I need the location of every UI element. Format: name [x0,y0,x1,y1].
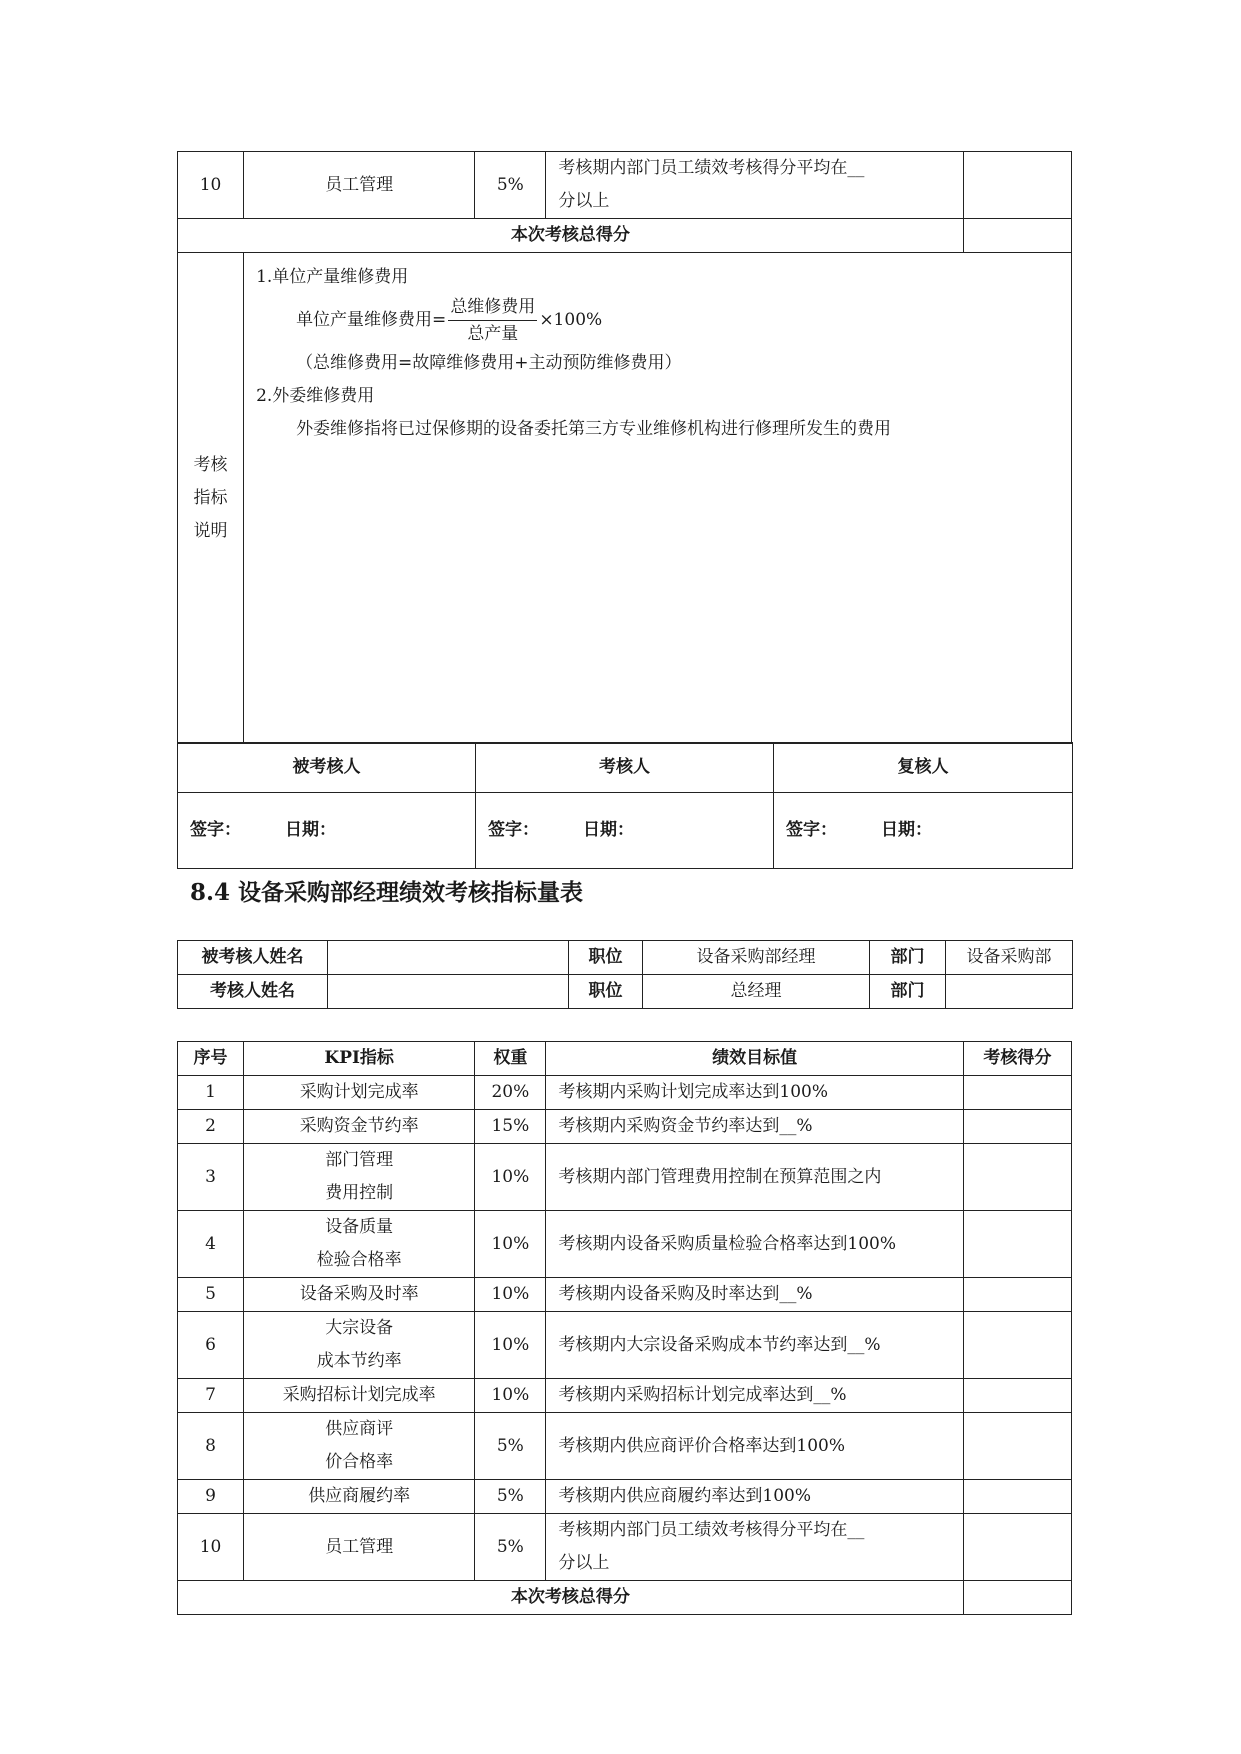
sign-cell-assessor[interactable] [476,793,774,869]
kpi-name [244,1312,475,1379]
total-score-label: 本次考核总得分 [178,1581,964,1615]
assessor-name-label: 考核人姓名 [178,975,328,1009]
col-header-score: 考核得分 [963,1042,1071,1076]
kpi-weight: 20% [475,1076,546,1110]
kpi-target [546,1110,963,1144]
kpi-name [244,1110,475,1144]
kpi-name-line: 价合格率 [325,1452,394,1472]
info-row [178,975,1073,1009]
kpi-target-line: 考核期内供应商履约率达到100% [558,1486,811,1506]
kpi-name-line: 成本节约率 [316,1351,402,1371]
score-cell[interactable] [963,1379,1071,1413]
kpi-weight: 10% [475,1312,546,1379]
sign-cell-assessee[interactable] [178,793,476,869]
score-cell[interactable] [963,1480,1071,1514]
col-header-target: 绩效目标值 [546,1042,963,1076]
row-number: 4 [178,1211,244,1278]
kpi-name [244,1514,475,1581]
section-title: 8.4 设备采购部经理绩效考核指标量表 [190,879,584,906]
position-value: 设备采购部经理 [643,941,870,975]
kpi-target [546,1480,963,1514]
kpi-name-line: 供应商履约率 [308,1486,411,1506]
kpi-weight: 10% [475,1379,546,1413]
sign-label: 签字： [190,820,241,840]
kpi-target [546,1413,963,1480]
kpi-target [546,1514,963,1581]
score-cell[interactable] [963,1144,1071,1211]
row-number: 10 [178,1514,244,1581]
kpi-target-line: 考核期内采购资金节约率达到__% [558,1116,813,1136]
col-header-weight: 权重 [475,1042,546,1076]
kpi-weight: 5% [475,152,546,219]
sign-label: 签字： [488,820,539,840]
table-row [178,1144,1072,1211]
kpi-target [546,1312,963,1379]
kpi-target-line: 考核期内设备采购及时率达到__% [558,1284,813,1304]
kpi-name [244,1379,475,1413]
score-cell[interactable] [963,1211,1071,1278]
col-header-number: 序号 [178,1042,244,1076]
score-cell[interactable] [963,1110,1071,1144]
kpi-name-line: 部门管理 [325,1150,394,1170]
dept-value[interactable] [946,975,1073,1009]
kpi-target-line: 考核期内设备采购质量检验合格率达到100% [558,1233,896,1254]
score-cell[interactable] [963,1514,1071,1581]
row-number: 7 [178,1379,244,1413]
explain-label [178,253,244,744]
table-row [178,1278,1072,1312]
date-label: 日期： [881,820,932,840]
kpi-name-line: 员工管理 [325,1536,394,1557]
row-number: 10 [178,152,244,219]
table-row [178,1514,1072,1581]
kpi-weight: 10% [475,1211,546,1278]
kpi-target-line: 考核期内部门员工绩效考核得分平均在__ [558,158,865,178]
explain-item-title: 2.外委维修费用 [256,386,375,406]
dept-label: 部门 [870,941,946,975]
kpi-name [244,1076,475,1110]
kpi-name-line: 采购资金节约率 [299,1116,419,1136]
kpi-weight: 5% [475,1413,546,1480]
kpi-target-line: 考核期内部门管理费用控制在预算范围之内 [558,1166,882,1187]
score-cell[interactable] [963,1076,1071,1110]
kpi-name-line: 设备质量 [325,1217,394,1237]
position-value: 总经理 [643,975,870,1009]
assessor-name-field[interactable] [328,975,569,1009]
row-number: 2 [178,1110,244,1144]
signer-row [178,743,1073,793]
date-label: 日期： [285,820,336,840]
kpi-name: 员工管理 [244,152,475,219]
kpi-name [244,1144,475,1211]
formula-lhs: 单位产量维修费用= [296,310,447,330]
kpi-name-line: 设备采购及时率 [299,1284,419,1304]
row-number: 1 [178,1076,244,1110]
dept-label: 部门 [870,975,946,1009]
sign-row [178,793,1073,869]
explain-item-desc: 外委维修指将已过保修期的设备委托第三方专业维修机构进行修理所发生的费用 [296,419,892,439]
row-number: 9 [178,1480,244,1514]
formula-denominator: 总产量 [467,324,519,344]
kpi-table [177,1041,1072,1615]
kpi-header-row [178,1042,1072,1076]
kpi-target [546,1211,963,1278]
kpi-target-line: 考核期内部门员工绩效考核得分平均在__ [558,1520,865,1540]
formula-fraction [448,294,537,347]
signer-reviewer: 复核人 [774,743,1073,793]
position-label: 职位 [569,941,643,975]
kpi-name-line: 检验合格率 [316,1250,402,1270]
info-table [177,940,1073,1009]
date-label: 日期： [583,820,634,840]
kpi-target-line: 考核期内采购招标计划完成率达到__% [558,1385,847,1405]
kpi-name [244,1413,475,1480]
table-row [178,1379,1072,1413]
score-cell[interactable] [963,1312,1071,1379]
explain-label-line: 考核 [193,454,228,475]
row-number: 8 [178,1413,244,1480]
total-row [178,219,1072,253]
kpi-name-line: 大宗设备 [325,1318,394,1338]
position-label: 职位 [569,975,643,1009]
total-row [178,1581,1072,1615]
kpi-name-line: 供应商评 [325,1419,394,1439]
kpi-target-line: 考核期内供应商评价合格率达到100% [558,1435,845,1456]
kpi-name [244,1480,475,1514]
kpi-target [546,1379,963,1413]
kpi-name-line: 费用控制 [325,1183,394,1203]
dept-value: 设备采购部 [946,941,1073,975]
table-row [178,1211,1072,1278]
kpi-name-line: 采购招标计划完成率 [282,1385,436,1405]
table-row [178,1312,1072,1379]
row-number: 3 [178,1144,244,1211]
explain-label-line: 说明 [193,520,228,541]
signer-assessee: 被考核人 [178,743,476,793]
kpi-weight: 10% [475,1278,546,1312]
score-cell[interactable] [963,152,1071,219]
signature-table [177,742,1073,869]
table-row [178,1076,1072,1110]
kpi-weight: 10% [475,1144,546,1211]
kpi-target [546,152,963,219]
signer-assessor: 考核人 [476,743,774,793]
score-cell[interactable] [963,1413,1071,1480]
total-score-cell[interactable] [963,1581,1071,1615]
formula-rhs: ×100% [539,310,603,330]
kpi-name [244,1211,475,1278]
assessee-name-label: 被考核人姓名 [178,941,328,975]
kpi-weight: 5% [475,1480,546,1514]
sign-cell-reviewer[interactable] [774,793,1073,869]
table-row [178,1480,1072,1514]
explain-row [178,253,1072,744]
kpi-target [546,1076,963,1110]
kpi-target-line: 分以上 [558,1553,610,1573]
kpi-target [546,1278,963,1312]
prev-kpi-table [177,151,1072,744]
col-header-kpi: KPI指标 [244,1042,475,1076]
kpi-target-line: 分以上 [558,191,610,211]
score-cell[interactable] [963,1278,1071,1312]
formula-numerator: 总维修费用 [448,294,537,321]
kpi-name-line: 采购计划完成率 [299,1082,419,1102]
row-number: 6 [178,1312,244,1379]
kpi-target-line: 考核期内大宗设备采购成本节约率达到__% [558,1334,881,1355]
explain-label-line: 指标 [193,487,228,508]
explain-content [244,253,1072,744]
kpi-weight: 15% [475,1110,546,1144]
assessee-name-field[interactable] [328,941,569,975]
row-number: 5 [178,1278,244,1312]
kpi-target-line: 考核期内采购计划完成率达到100% [558,1082,828,1102]
sign-label: 签字： [786,820,837,840]
formula [256,294,1059,347]
kpi-weight: 5% [475,1514,546,1581]
explain-item-title: 1.单位产量维修费用 [256,267,409,287]
table-row [178,1413,1072,1480]
table-row [178,1110,1072,1144]
kpi-name [244,1278,475,1312]
table-row [178,152,1072,219]
total-score-cell[interactable] [963,219,1071,253]
kpi-target [546,1144,963,1211]
kpi-body [178,1076,1072,1581]
info-row [178,941,1073,975]
total-score-label: 本次考核总得分 [178,219,964,253]
formula-note: （总维修费用=故障维修费用+主动预防维修费用） [296,353,682,373]
